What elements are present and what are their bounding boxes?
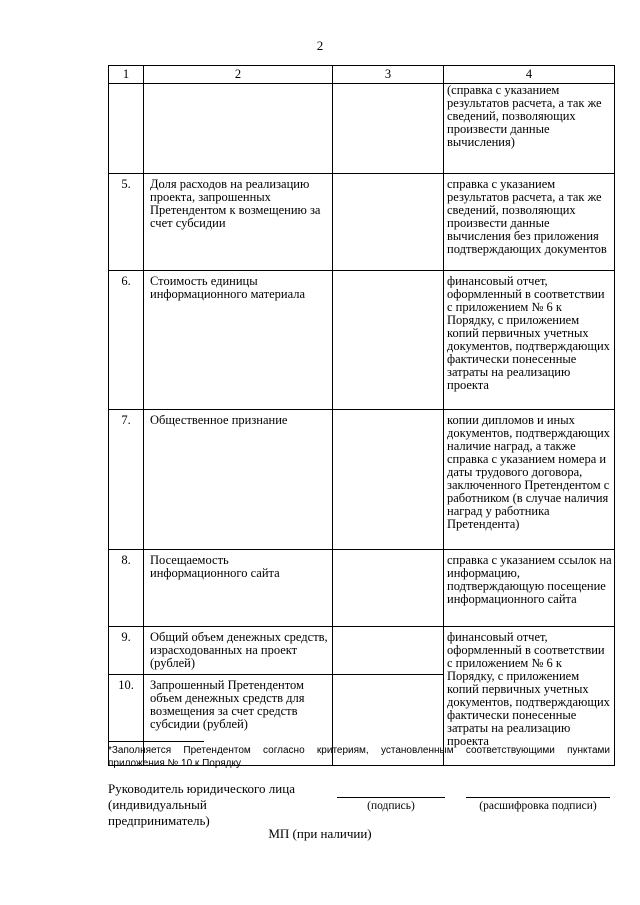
decoding-caption: (расшифровка подписи)	[479, 800, 597, 812]
row-number: 5.	[109, 174, 144, 271]
page-number: 2	[316, 38, 324, 53]
table-header-row	[109, 66, 615, 84]
table-row	[109, 174, 615, 271]
header-col-2: 2	[144, 66, 333, 84]
criterion-cell	[144, 271, 333, 410]
row-number: 9.	[109, 627, 144, 675]
table-row	[109, 410, 615, 550]
value-cell	[333, 410, 444, 550]
header-col-1: 1	[109, 66, 144, 84]
signature-line	[337, 797, 445, 798]
documents-cell	[444, 271, 615, 410]
value-cell	[333, 84, 444, 174]
criterion-cell	[144, 410, 333, 550]
table-row	[109, 271, 615, 410]
criterion-cell	[144, 174, 333, 271]
signatory-title: Руководитель юридического лица (индивидуальный предприниматель)	[108, 781, 295, 828]
table-row	[109, 84, 615, 174]
documents-cell	[444, 174, 615, 271]
header-col-3: 3	[333, 66, 444, 84]
footnote: *Заполняется Претендентом согласно критериям, установленным соответствующими пунктами приложения № 10 к Порядку.	[108, 745, 610, 769]
signature-caption: (подпись)	[367, 800, 415, 812]
table-row	[109, 550, 615, 627]
value-cell	[333, 550, 444, 627]
criterion-text: Общий объем денежных средств, израсходованных на проект (рублей)	[150, 630, 328, 670]
criteria-table	[108, 65, 615, 766]
criterion-text: Запрошенный Претендентом объем денежных средств для возмещения за счет средств субсидии (рублей)	[150, 678, 305, 731]
table-row	[109, 627, 615, 675]
documents-text: (справка с указанием результатов расчета, а так же сведений, позволяющих произвести данные вычисления)	[447, 83, 602, 149]
criterion-text	[144, 84, 332, 88]
documents-text: финансовый отчет, оформленный в соответствии с приложением № 6 к Порядку, с приложением копий первичных учетных документов, подтверждающих фактически понесенные затраты на реализацию проекта	[447, 274, 610, 392]
documents-text: справка с указанием результатов расчета, а так же сведений, позволяющих произвести данные вычисления без приложения подтверждающих документов	[447, 177, 607, 256]
value-cell	[333, 271, 444, 410]
documents-text: финансовый отчет, оформленный в соответствии с приложением № 6 к Порядку, с приложением копий первичных учетных документов, подтверждающих фактически понесенные затраты на реализацию проекта	[447, 630, 610, 748]
criterion-text: Общественное признание	[150, 413, 288, 427]
row-number: 8.	[109, 550, 144, 627]
value-cell	[333, 174, 444, 271]
stamp-placeholder: МП (при наличии)	[268, 826, 372, 841]
criterion-cell	[144, 550, 333, 627]
criterion-text: Посещаемость информационного сайта	[150, 553, 280, 580]
documents-cell	[444, 550, 615, 627]
value-cell	[333, 627, 444, 675]
criterion-cell	[144, 627, 333, 675]
row-number: 6.	[109, 271, 144, 410]
row-number	[109, 84, 144, 174]
row-number: 7.	[109, 410, 144, 550]
documents-cell	[444, 410, 615, 550]
documents-text: копии дипломов и иных документов, подтверждающих наличие наград, а также справка с указанием номера и даты трудового договора, заключенного Претендентом с работником (в случае наличия наград у работника Претендента)	[447, 413, 610, 531]
row-number: 10.	[109, 675, 144, 766]
header-col-4: 4	[444, 66, 615, 84]
documents-text: справка с указанием ссылок на информацию, подтверждающую посещение информационного сайта	[447, 553, 612, 606]
criterion-text: Стоимость единицы информационного материала	[150, 274, 306, 301]
criterion-text: Доля расходов на реализацию проекта, запрошенных Претендентом к возмещению за счет субсидии	[150, 177, 321, 230]
footnote-divider	[108, 741, 204, 742]
decoding-line	[466, 797, 610, 798]
documents-cell	[444, 84, 615, 174]
criterion-cell	[144, 84, 333, 174]
